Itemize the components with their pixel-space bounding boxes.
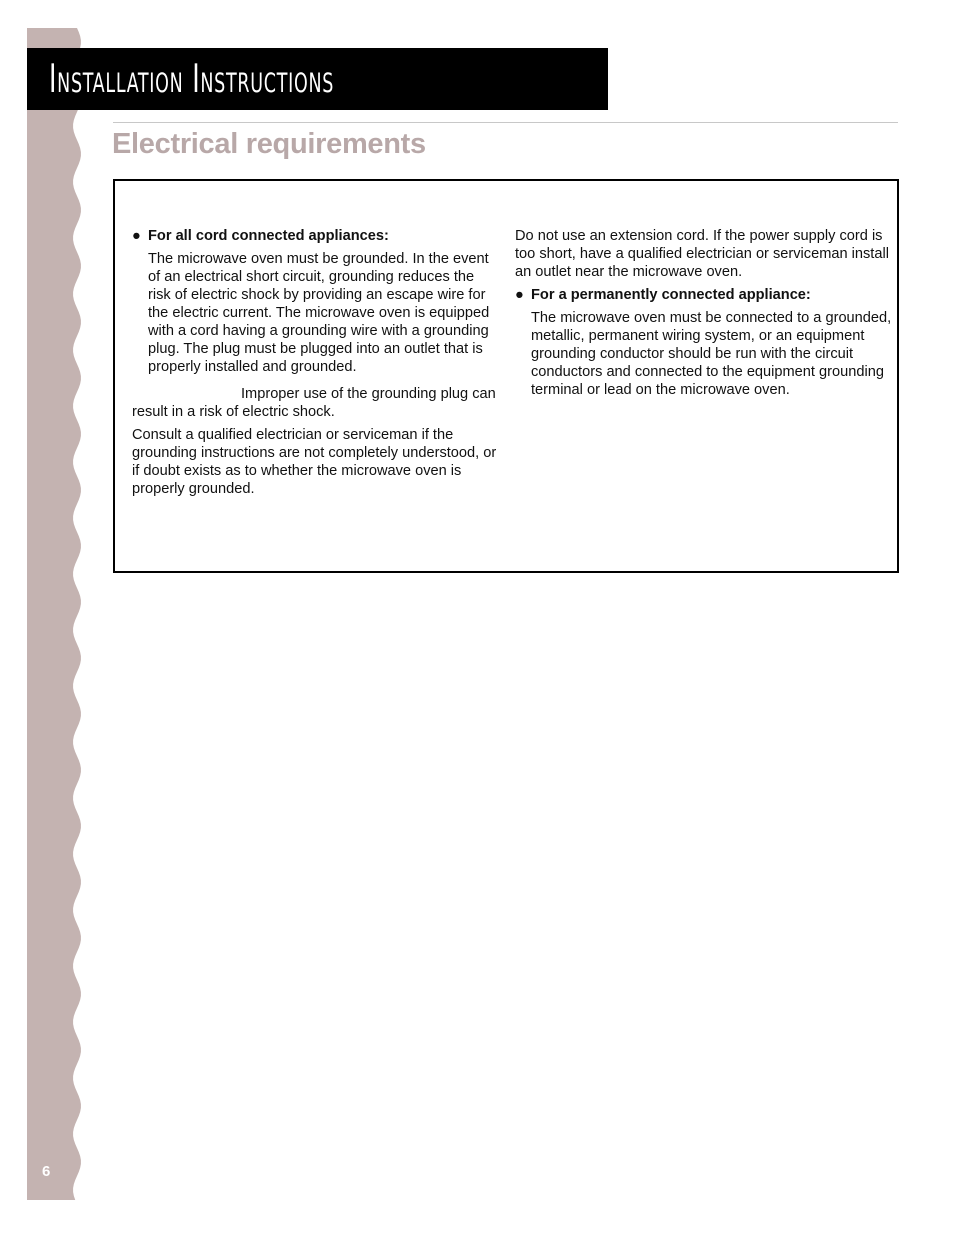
bullet-heading-permanent bbox=[515, 286, 893, 304]
left-column bbox=[132, 227, 498, 498]
bullet-heading-text: For a permanently connected appliance: bbox=[531, 287, 811, 303]
page-title: Installation Instructions bbox=[49, 57, 335, 102]
extension-cord-text: Do not use an extension cord. If the power supply cord is too short, have a qualified electrician or serviceman install an outlet near the microwave oven. bbox=[515, 228, 889, 280]
divider-rule bbox=[113, 122, 898, 123]
consult-text: Consult a qualified electrician or serviceman if the grounding instructions are not completely understood, or if doubt exists as to whether the microwave oven is properly grounded. bbox=[132, 427, 497, 497]
cord-connected-body: The microwave oven must be grounded. In the event of an electrical short circuit, grounding reduces the risk of electric shock by providing an escape wire for the electric current. The microwave oven is equipped with a cord having a grounding wire with a grounding plug. The plug must be plugged into an outlet that is properly installed and grounded. bbox=[148, 251, 490, 375]
bullet-dot-icon: ● bbox=[515, 287, 524, 303]
title-bar bbox=[27, 48, 608, 110]
right-column bbox=[515, 227, 893, 399]
content-box bbox=[113, 179, 899, 573]
section-title: Electrical requirements bbox=[112, 128, 426, 160]
bullet-heading-cord-connected bbox=[132, 227, 498, 245]
bullet-dot-icon: ● bbox=[132, 228, 141, 244]
bullet-heading-text: For all cord connected appliances: bbox=[148, 228, 389, 244]
warning-text: Improper use of the grounding plug can result in a risk of electric shock. bbox=[132, 386, 496, 420]
permanent-connection-body: The microwave oven must be connected to a grounded, metallic, permanent wiring system, or an equipment grounding conductor should be run with the circuit conductors and connected to the equipment grounding terminal or lead on the microwave oven. bbox=[531, 310, 892, 398]
page-number: 6 bbox=[42, 1163, 51, 1180]
